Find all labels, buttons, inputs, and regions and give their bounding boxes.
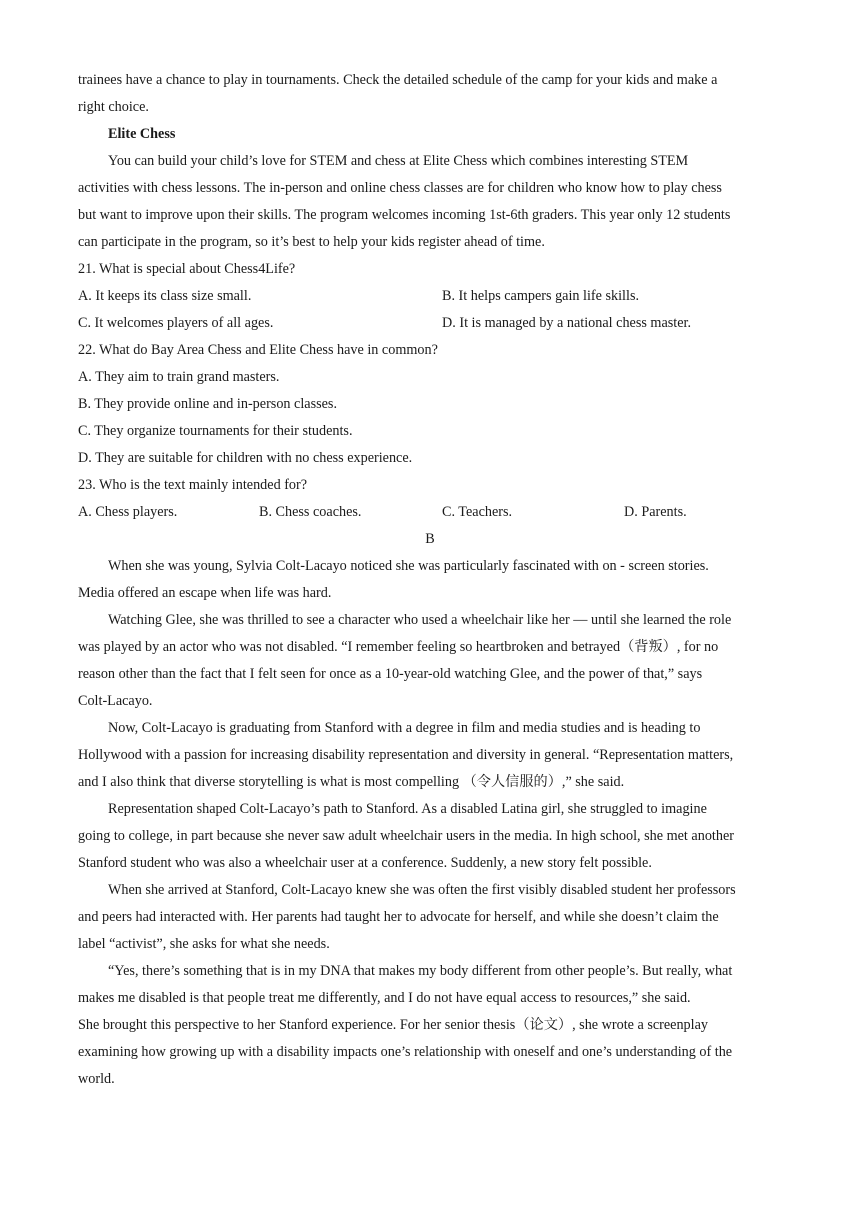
question-22-stem: 22. What do Bay Area Chess and Elite Chess have in common? — [78, 342, 438, 358]
passage-b-line: When she arrived at Stanford, Colt-Lacayo knew she was often the first visibly disabled student her professors — [108, 882, 736, 898]
question-21-option-d: D. It is managed by a national chess master. — [442, 315, 692, 331]
question-22-option-d: D. They are suitable for children with no chess experience. — [78, 450, 413, 466]
passage-b-line: makes me disabled is that people treat me differently, and I do not have equal access to resources,” she said. — [78, 990, 691, 1006]
passage-b-line: “Yes, there’s something that is in my DNA that makes my body different from other people’s. But really, what — [108, 963, 733, 979]
question-23-option-c: C. Teachers. — [442, 504, 513, 520]
question-21-option-b: B. It helps campers gain life skills. — [442, 288, 640, 304]
passage-b-line: When she was young, Sylvia Colt-Lacayo noticed she was particularly fascinated with on - screen stories. — [108, 558, 709, 574]
passage-b-line: Stanford student who was also a wheelchair user at a conference. Suddenly, a new story felt possible. — [78, 855, 652, 871]
passage-b-line: Representation shaped Colt-Lacayo’s path to Stanford. As a disabled Latina girl, she struggled to imagine — [108, 801, 707, 817]
question-23-option-d: D. Parents. — [624, 504, 687, 520]
passage-b-line: reason other than the fact that I felt seen for once as a 10-year-old watching Glee, and the power of that,” says — [78, 666, 703, 682]
passage-b-line: Watching Glee, she was thrilled to see a character who used a wheelchair like her — until she learned the role — [108, 612, 732, 628]
question-22-option-c: C. They organize tournaments for their students. — [78, 423, 353, 439]
question-23-stem: 23. Who is the text mainly intended for? — [78, 477, 308, 493]
passage-b-line: Hollywood with a passion for increasing disability representation and diversity in general. “Representation matters, — [78, 747, 734, 763]
question-22-option-b: B. They provide online and in-person classes. — [78, 396, 337, 412]
passage-b-line: and peers had interacted with. Her parents had taught her to advocate for herself, and while she doesn’t claim the — [78, 909, 719, 925]
elite-chess-line: You can build your child’s love for STEM and chess at Elite Chess which combines interesting STEM — [108, 153, 689, 169]
passage-a-line: trainees have a chance to play in tournaments. Check the detailed schedule of the camp for your kids and make a — [78, 72, 718, 88]
passage-b-line: and I also think that diverse storytelling is what is most compelling （令人信服的）,” she said. — [78, 774, 625, 790]
question-21-stem: 21. What is special about Chess4Life? — [78, 261, 296, 277]
question-23-option-a: A. Chess players. — [78, 504, 178, 520]
question-22-option-a: A. They aim to train grand masters. — [78, 369, 280, 385]
elite-chess-line: activities with chess lessons. The in-person and online chess classes are for children who know how to play chess — [78, 180, 722, 196]
passage-b-line: Now, Colt-Lacayo is graduating from Stanford with a degree in film and media studies and is heading to — [108, 720, 701, 736]
passage-b-line: was played by an actor who was not disabled. “I remember feeling so heartbroken and betrayed（背叛）, for no — [78, 639, 719, 655]
question-21-option-c: C. It welcomes players of all ages. — [78, 315, 274, 331]
passage-b-line: Colt-Lacayo. — [78, 693, 153, 709]
section-heading-elite-chess: Elite Chess — [108, 126, 176, 142]
passage-b-line: label “activist”, she asks for what she needs. — [78, 936, 330, 952]
passage-b-line: examining how growing up with a disability impacts one’s relationship with oneself and one’s understanding of the — [78, 1044, 733, 1060]
elite-chess-line: but want to improve upon their skills. The program welcomes incoming 1st-6th graders. This year only 12 students — [78, 207, 731, 223]
passage-b-line: Media offered an escape when life was hard. — [78, 585, 332, 601]
passage-b-heading: B — [425, 531, 435, 547]
elite-chess-line: can participate in the program, so it’s best to help your kids register ahead of time. — [78, 234, 545, 250]
question-21-option-a: A. It keeps its class size small. — [78, 288, 252, 304]
question-23-option-b: B. Chess coaches. — [259, 504, 362, 520]
passage-b-line: world. — [78, 1071, 115, 1087]
passage-b-line: going to college, in part because she never saw adult wheelchair users in the media. In high school, she met another — [78, 828, 734, 844]
passage-b-line: She brought this perspective to her Stanford experience. For her senior thesis（论文）, she wrote a screenplay — [78, 1017, 708, 1033]
passage-a-line: right choice. — [78, 99, 149, 115]
